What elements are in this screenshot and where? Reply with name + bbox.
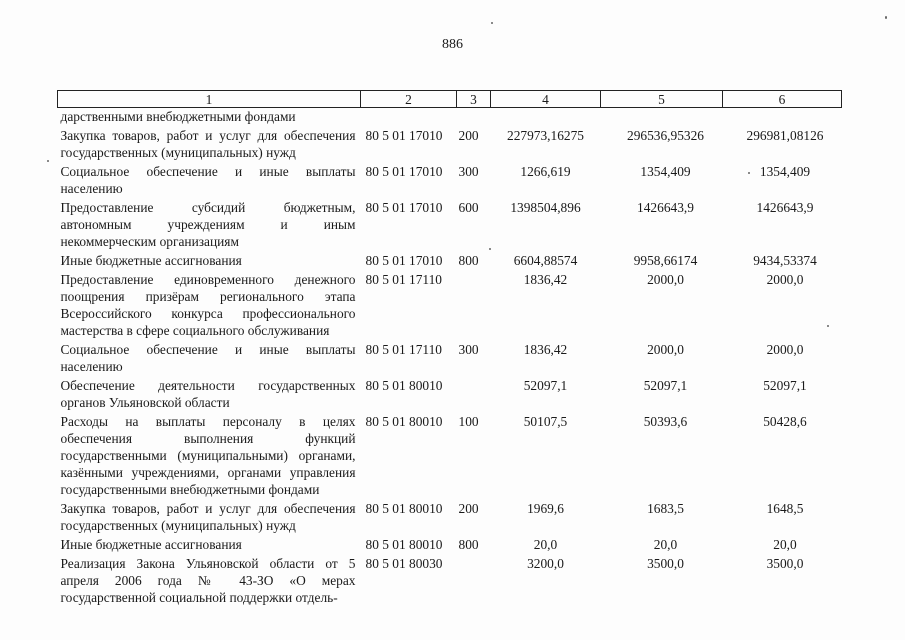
row-value-col6: 2000,0 (766, 272, 804, 287)
row-value-col5: 2000,0 (647, 342, 684, 357)
row-code: 80 5 01 17010 (365, 200, 443, 215)
row-code (361, 108, 457, 128)
table-body (58, 108, 842, 609)
row-code: 80 5 01 17010 (365, 164, 443, 179)
row-value-col5: 3500,0 (647, 556, 684, 571)
row-expense-type: 600 (458, 200, 479, 215)
table-row (58, 500, 842, 536)
row-value-col5: 1683,5 (647, 501, 684, 516)
scan-speck (885, 16, 887, 19)
page-number: 886 (442, 37, 463, 52)
row-value-col6 (723, 108, 842, 128)
budget-table (57, 90, 842, 608)
row-name: Социальное обеспечение и иные выплаты населению (60, 342, 356, 374)
row-expense-type: 300 (458, 342, 479, 357)
row-code: 80 5 01 80010 (365, 537, 443, 552)
row-name: Расходы на выплаты персоналу в целях обеспечения выполнения функций государственными (муниципальными) органами, казёнными учреждениями, органами управления государственными внебюджетными фондами (60, 414, 356, 497)
row-code: 80 5 01 17110 (365, 272, 442, 287)
row-code: 80 5 01 80030 (365, 556, 443, 571)
row-value-col4 (491, 108, 601, 128)
table-row (58, 108, 842, 128)
header-col-3: 3 (457, 91, 491, 108)
header-col-6: 6 (723, 91, 842, 108)
row-expense-type: 100 (458, 414, 479, 429)
row-value-col6: 1354,409 (759, 164, 811, 179)
row-name: дарственными внебюджетными фондами (60, 109, 296, 124)
table-row (58, 163, 842, 199)
row-value-col5: 296536,95326 (627, 128, 704, 143)
row-expense-type (457, 108, 491, 128)
row-value-col4: 1836,42 (523, 272, 568, 287)
row-value-col5 (601, 108, 723, 128)
scan-speck (491, 22, 493, 24)
header-col-4: 4 (491, 91, 601, 108)
row-value-col6: 3500,0 (766, 556, 804, 571)
row-value-col4: 1836,42 (523, 342, 568, 357)
row-name: Иные бюджетные ассигнования (60, 253, 242, 268)
row-expense-type: 200 (458, 501, 479, 516)
row-expense-type (457, 555, 491, 608)
row-name: Закупка товаров, работ и услуг для обеспечения государственных (муниципальных) нужд (60, 501, 356, 533)
table-row (58, 271, 842, 341)
row-value-col5: 9958,66174 (633, 253, 698, 268)
row-name: Обеспечение деятельности государственных органов Ульяновской области (60, 378, 356, 410)
row-value-col6: 1426643,9 (756, 200, 814, 215)
row-value-col5: 1426643,9 (637, 200, 694, 215)
table-row (58, 127, 842, 163)
row-code: 80 5 01 17110 (365, 342, 442, 357)
row-value-col6: 9434,53374 (753, 253, 817, 268)
row-code: 80 5 01 17010 (365, 128, 443, 143)
row-name: Предоставление единовременного денежного поощрения призёрам регионального этапа Всероссийского конкурса профессионального мастерства в сфере социального обслуживания (60, 272, 356, 338)
table-row (58, 341, 842, 377)
table-row (58, 536, 842, 555)
row-name: Реализация Закона Ульяновской области от 5 апреля 2006 года № 43-ЗО «О мерах государственной социальной поддержки отдель- (60, 556, 356, 605)
row-value-col4: 1266,619 (520, 164, 571, 179)
header-col-1: 1 (58, 91, 361, 108)
table-row (58, 252, 842, 271)
row-expense-type: 200 (458, 128, 479, 143)
row-value-col4: 1969,6 (527, 501, 564, 516)
row-value-col4: 227973,16275 (507, 128, 584, 143)
row-value-col4: 6604,88574 (513, 253, 578, 268)
row-expense-type: 800 (458, 253, 479, 268)
table-row (58, 413, 842, 500)
header-row (58, 91, 842, 108)
row-code: 80 5 01 80010 (365, 501, 443, 516)
table-row (58, 199, 842, 252)
row-expense-type: 300 (458, 164, 479, 179)
row-name: Социальное обеспечение и иные выплаты населению (60, 164, 356, 196)
row-expense-type (457, 271, 491, 341)
table-row (58, 377, 842, 413)
row-value-col6: 50428,6 (763, 414, 807, 429)
scan-speck (748, 172, 750, 174)
scan-speck (489, 248, 491, 250)
row-value-col4: 52097,1 (523, 378, 568, 393)
row-value-col4: 20,0 (533, 537, 558, 552)
row-value-col6: 296981,08126 (746, 128, 824, 143)
row-name: Закупка товаров, работ и услуг для обеспечения государственных (муниципальных) нужд (60, 128, 356, 160)
row-code: 80 5 01 17010 (365, 253, 443, 268)
row-expense-type (457, 377, 491, 413)
header-col-2: 2 (361, 91, 457, 108)
row-value-col5: 2000,0 (647, 272, 684, 287)
row-value-col5: 20,0 (653, 537, 678, 552)
row-name: Иные бюджетные ассигнования (60, 537, 242, 552)
scan-speck (47, 160, 49, 162)
row-code: 80 5 01 80010 (365, 414, 443, 429)
row-value-col4: 50107,5 (523, 414, 568, 429)
row-value-col5: 1354,409 (640, 164, 691, 179)
row-value-col5: 50393,6 (643, 414, 688, 429)
scan-speck (827, 325, 829, 327)
row-expense-type: 800 (458, 537, 479, 552)
table-header (58, 91, 842, 108)
row-value-col6: 52097,1 (763, 378, 807, 393)
row-value-col4: 1398504,896 (510, 200, 581, 215)
row-value-col5: 52097,1 (643, 378, 688, 393)
row-code: 80 5 01 80010 (365, 378, 443, 393)
row-name: Предоставление субсидий бюджетным, автономным учреждениям и иным некоммерческим организациям (60, 200, 356, 249)
row-value-col6: 20,0 (773, 537, 797, 552)
row-value-col4: 3200,0 (527, 556, 564, 571)
table-row (58, 555, 842, 608)
row-value-col6: 2000,0 (766, 342, 804, 357)
header-col-5: 5 (601, 91, 723, 108)
row-value-col6: 1648,5 (766, 501, 804, 516)
